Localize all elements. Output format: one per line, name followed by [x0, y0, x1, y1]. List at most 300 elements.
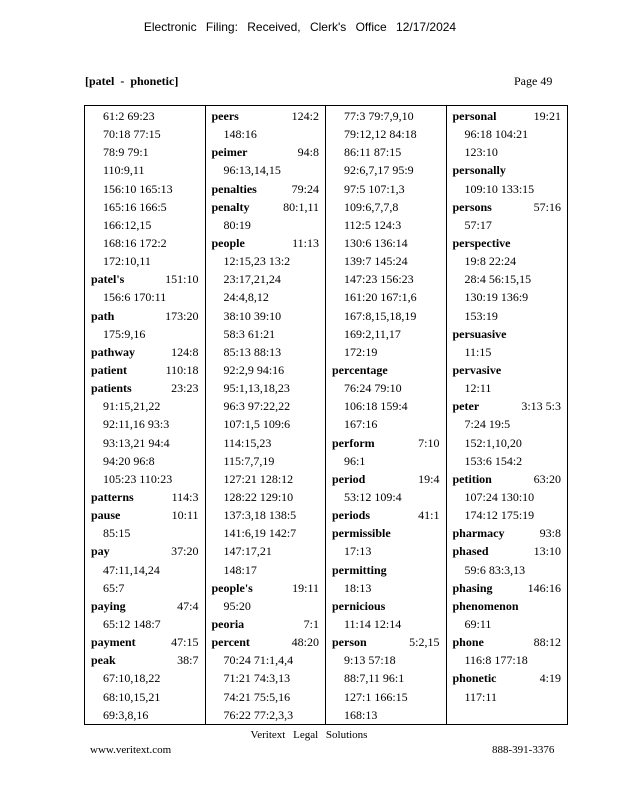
index-continuation	[212, 270, 326, 288]
index-continuation	[332, 579, 446, 597]
index-continuation	[332, 143, 446, 161]
index-reference: 23:23	[171, 381, 199, 396]
index-reference: 114:15,23	[223, 435, 272, 450]
index-continuation	[453, 216, 568, 234]
index-continuation	[91, 524, 205, 542]
index-entry	[332, 361, 446, 379]
index-continuation	[332, 307, 446, 325]
index-reference: 88:12	[533, 635, 561, 650]
index-continuation	[332, 252, 446, 270]
index-reference: 77:3 79:7,9,10	[344, 109, 414, 123]
index-reference: 7:24 19:5	[464, 417, 511, 432]
index-continuation	[212, 415, 326, 433]
index-entry	[453, 161, 568, 179]
index-continuation	[212, 488, 326, 506]
index-entry	[453, 524, 568, 542]
index-reference: 175:9,16	[103, 326, 146, 341]
index-term: peak	[91, 653, 116, 668]
index-entry	[332, 506, 446, 524]
index-term: percentage	[332, 362, 388, 377]
index-reference: 7:10	[418, 435, 440, 450]
index-term: people	[211, 235, 245, 250]
index-continuation	[212, 561, 326, 579]
index-reference: 137:3,18 138:5	[223, 508, 297, 523]
index-reference: 38:7	[177, 653, 199, 668]
index-continuation	[212, 343, 326, 361]
index-reference: 166:12,15	[103, 217, 152, 232]
index-continuation	[453, 415, 568, 433]
index-entry	[91, 506, 205, 524]
index-term: phonetic	[452, 671, 497, 686]
index-term: pause	[91, 508, 121, 523]
index-reference: 67:10,18,22	[103, 671, 161, 686]
index-reference: 69:11	[464, 616, 492, 631]
index-continuation	[453, 452, 568, 470]
index-term: persuasive	[452, 326, 507, 341]
index-reference: 152:1,10,20	[464, 435, 522, 450]
index-reference: 47:15	[171, 635, 199, 650]
index-reference: 106:18 159:4	[344, 399, 408, 414]
index-entry	[453, 669, 568, 687]
index-reference: 94:20 96:8	[103, 453, 155, 468]
index-entry	[332, 470, 446, 488]
index-reference: 124:2	[291, 109, 319, 123]
index-continuation	[332, 488, 446, 506]
index-column-4	[447, 106, 568, 724]
index-continuation	[91, 470, 205, 488]
index-continuation	[332, 161, 446, 179]
index-reference: 19:11	[292, 580, 319, 595]
index-reference: 107:24 130:10	[464, 489, 535, 504]
index-entry	[91, 542, 205, 560]
index-entry	[212, 579, 326, 597]
index-reference: 147:17,21	[223, 544, 272, 559]
index-continuation	[453, 125, 568, 143]
index-reference: 92:2,9 94:16	[223, 362, 285, 377]
index-term: peimer	[211, 145, 248, 160]
index-continuation	[91, 688, 205, 706]
index-continuation	[453, 651, 568, 669]
index-continuation	[332, 107, 446, 125]
index-continuation	[91, 252, 205, 270]
index-reference: 93:8	[539, 526, 561, 541]
index-reference: 13:10	[533, 544, 561, 559]
index-reference: 76:22 77:2,3,3	[223, 707, 294, 722]
index-continuation	[332, 234, 446, 252]
index-continuation	[332, 669, 446, 687]
index-continuation	[91, 125, 205, 143]
index-reference: 112:5 124:3	[344, 217, 402, 232]
index-reference: 57:17	[464, 217, 492, 232]
index-entry	[91, 488, 205, 506]
footer-phone: 888-391-3376	[492, 744, 555, 756]
index-reference: 141:6,19 142:7	[223, 526, 297, 541]
index-reference: 95:1,13,18,23	[223, 381, 290, 396]
index-column-3	[326, 106, 447, 724]
index-continuation	[212, 288, 326, 306]
index-continuation	[91, 397, 205, 415]
index-entry	[332, 434, 446, 452]
index-continuation	[332, 542, 446, 560]
index-entry	[212, 180, 326, 198]
index-column-1	[85, 106, 206, 724]
index-reference: 96:1	[344, 453, 366, 468]
index-reference: 116:8 177:18	[464, 653, 528, 668]
index-continuation	[212, 125, 326, 143]
index-reference: 130:6 136:14	[344, 235, 408, 250]
index-reference: 70:18 77:15	[103, 127, 161, 142]
index-reference: 151:10	[165, 272, 199, 287]
index-reference: 38:10 39:10	[223, 308, 282, 323]
index-continuation	[212, 216, 326, 234]
index-reference: 110:9,11	[103, 163, 145, 178]
index-continuation	[212, 307, 326, 325]
index-continuation	[91, 180, 205, 198]
index-continuation	[91, 288, 205, 306]
index-term: pervasive	[452, 362, 502, 377]
index-continuation	[91, 452, 205, 470]
index-continuation	[212, 669, 326, 687]
index-reference: 161:20 167:1,6	[344, 290, 417, 305]
index-continuation	[332, 198, 446, 216]
index-continuation	[453, 307, 568, 325]
index-continuation	[332, 688, 446, 706]
index-reference: 92:11,16 93:3	[103, 417, 170, 432]
index-entry	[212, 143, 326, 161]
index-reference: 94:8	[297, 145, 319, 160]
index-reference: 65:7	[103, 580, 125, 595]
index-reference: 109:6,7,7,8	[344, 199, 399, 214]
index-reference: 18:13	[344, 580, 372, 595]
index-entry	[453, 470, 568, 488]
index-entry	[91, 270, 205, 288]
index-continuation	[91, 706, 205, 724]
index-reference: 115:7,7,19	[223, 453, 275, 468]
index-reference: 156:6 170:11	[103, 290, 167, 305]
index-reference: 79:12,12 84:18	[344, 127, 417, 142]
index-continuation	[332, 651, 446, 669]
index-term: penalties	[211, 181, 257, 196]
index-continuation	[332, 452, 446, 470]
index-reference: 12:11	[464, 381, 492, 396]
index-continuation	[212, 361, 326, 379]
word-index-table	[84, 105, 568, 725]
index-reference: 80:19	[223, 217, 251, 232]
index-continuation	[332, 325, 446, 343]
index-reference: 17:13	[344, 544, 372, 559]
page-number: Page 49	[514, 74, 553, 88]
index-reference: 128:22 129:10	[223, 489, 294, 504]
index-reference: 19:21	[533, 109, 561, 123]
index-continuation	[453, 561, 568, 579]
index-continuation	[91, 143, 205, 161]
index-reference: 5:2,15	[409, 635, 440, 650]
index-continuation	[212, 397, 326, 415]
index-entry	[91, 379, 205, 397]
index-reference: 117:11	[464, 689, 497, 704]
index-continuation	[453, 688, 568, 706]
index-continuation	[332, 288, 446, 306]
index-term: pathway	[91, 344, 136, 359]
index-term: people's	[211, 580, 253, 595]
index-entry	[332, 633, 446, 651]
index-reference: 173:20	[165, 308, 199, 323]
index-range-header: [patel - phonetic]	[85, 74, 179, 88]
index-continuation	[332, 615, 446, 633]
index-reference: 41:1	[418, 508, 440, 523]
index-continuation	[332, 180, 446, 198]
index-reference: 48:20	[291, 635, 319, 650]
index-continuation	[212, 542, 326, 560]
index-reference: 156:10 165:13	[103, 181, 173, 196]
index-reference: 109:10 133:15	[464, 181, 535, 196]
index-continuation	[453, 270, 568, 288]
index-reference: 79:24	[291, 181, 319, 196]
index-term: periods	[332, 508, 371, 523]
index-term: phone	[452, 635, 484, 650]
index-continuation	[212, 688, 326, 706]
index-reference: 123:10	[464, 145, 498, 160]
index-entry	[453, 542, 568, 560]
index-reference: 23:17,21,24	[223, 272, 281, 287]
index-entry	[453, 597, 568, 615]
index-continuation	[212, 506, 326, 524]
index-continuation	[91, 107, 205, 125]
index-continuation	[332, 216, 446, 234]
index-reference: 130:19 136:9	[464, 290, 529, 305]
index-continuation	[453, 434, 568, 452]
index-reference: 37:20	[171, 544, 199, 559]
index-continuation	[91, 161, 205, 179]
index-term: perform	[332, 435, 375, 450]
index-entry	[91, 307, 205, 325]
index-continuation	[332, 125, 446, 143]
index-continuation	[91, 415, 205, 433]
index-continuation	[91, 615, 205, 633]
index-term: pharmacy	[452, 526, 505, 541]
index-continuation	[212, 379, 326, 397]
index-reference: 70:24 71:1,4,4	[223, 653, 294, 668]
index-reference: 59:6 83:3,13	[464, 562, 526, 577]
index-reference: 69:3,8,16	[103, 707, 149, 722]
index-reference: 78:9 79:1	[103, 145, 149, 160]
index-continuation	[332, 397, 446, 415]
index-entry	[453, 361, 568, 379]
index-continuation	[332, 270, 446, 288]
index-reference: 86:11 87:15	[344, 145, 402, 160]
index-continuation	[212, 325, 326, 343]
index-term: payment	[91, 635, 136, 650]
index-continuation	[212, 452, 326, 470]
index-continuation	[91, 669, 205, 687]
index-continuation	[453, 488, 568, 506]
index-reference: 47:4	[177, 598, 199, 613]
index-reference: 97:5 107:1,3	[344, 181, 405, 196]
index-reference: 9:13 57:18	[344, 653, 396, 668]
index-reference: 96:18 104:21	[464, 127, 529, 142]
index-term: perspective	[452, 235, 511, 250]
index-reference: 92:6,7,17 95:9	[344, 163, 414, 178]
index-term: percent	[211, 635, 250, 650]
index-term: path	[91, 308, 115, 323]
index-term: patel's	[91, 272, 125, 287]
index-entry	[453, 234, 568, 252]
index-term: peers	[211, 109, 239, 123]
index-reference: 95:20	[223, 598, 251, 613]
index-continuation	[453, 180, 568, 198]
index-term: peoria	[211, 616, 245, 631]
index-term: persons	[452, 199, 492, 214]
index-continuation	[91, 216, 205, 234]
index-term: penalty	[211, 199, 250, 214]
index-reference: 85:13 88:13	[223, 344, 282, 359]
index-term: permitting	[332, 562, 387, 577]
index-entry	[453, 107, 568, 125]
index-term: permissible	[332, 526, 391, 541]
index-entry	[332, 524, 446, 542]
index-reference: 147:23 156:23	[344, 272, 414, 287]
index-term: patient	[91, 362, 127, 377]
index-entry	[91, 343, 205, 361]
index-reference: 57:16	[533, 199, 561, 214]
index-continuation	[332, 379, 446, 397]
index-reference: 148:16	[223, 127, 257, 142]
index-reference: 168:13	[344, 707, 378, 722]
index-reference: 174:12 175:19	[464, 508, 535, 523]
index-reference: 19:8 22:24	[464, 254, 517, 269]
index-reference: 110:18	[165, 362, 199, 377]
index-continuation	[212, 597, 326, 615]
index-reference: 4:19	[539, 671, 561, 686]
index-entry	[91, 633, 205, 651]
index-entry	[212, 198, 326, 216]
index-reference: 76:24 79:10	[344, 381, 402, 396]
index-column-2	[206, 106, 327, 724]
index-reference: 172:10,11	[103, 254, 151, 269]
index-reference: 105:23 110:23	[103, 471, 173, 486]
index-continuation	[453, 506, 568, 524]
footer-company: Veritext Legal Solutions	[250, 729, 368, 741]
footer-website: www.veritext.com	[90, 744, 172, 756]
index-reference: 68:10,15,21	[103, 689, 161, 704]
index-continuation	[91, 325, 205, 343]
index-continuation	[212, 651, 326, 669]
index-reference: 88:7,11 96:1	[344, 671, 405, 686]
index-reference: 127:21 128:12	[223, 471, 294, 486]
index-reference: 80:1,11	[283, 199, 319, 214]
index-reference: 71:21 74:3,13	[223, 671, 291, 686]
index-continuation	[212, 252, 326, 270]
index-reference: 58:3 61:21	[223, 326, 276, 341]
index-continuation	[453, 143, 568, 161]
index-entry	[212, 234, 326, 252]
index-continuation	[332, 343, 446, 361]
index-reference: 28:4 56:15,15	[464, 272, 532, 287]
index-continuation	[453, 252, 568, 270]
index-term: pernicious	[332, 598, 386, 613]
index-entry	[91, 597, 205, 615]
index-reference: 167:16	[344, 417, 378, 432]
index-continuation	[91, 198, 205, 216]
index-reference: 167:8,15,18,19	[344, 308, 417, 323]
index-reference: 153:19	[464, 308, 498, 323]
index-term: phased	[452, 544, 489, 559]
index-reference: 24:4,8,12	[223, 290, 269, 305]
index-entry	[453, 198, 568, 216]
index-reference: 11:14 12:14	[344, 616, 402, 631]
index-continuation	[91, 434, 205, 452]
index-entry	[453, 325, 568, 343]
index-continuation	[453, 288, 568, 306]
index-entry	[212, 633, 326, 651]
index-entry	[332, 597, 446, 615]
index-continuation	[91, 561, 205, 579]
index-reference: 91:15,21,22	[103, 399, 161, 414]
index-reference: 10:11	[171, 508, 199, 523]
index-continuation	[212, 434, 326, 452]
index-reference: 19:4	[418, 471, 440, 486]
index-entry	[332, 561, 446, 579]
filing-stamp: Electronic Filing: Received, Clerk's Office 12/17/2024	[143, 20, 457, 34]
index-term: phenomenon	[452, 598, 519, 613]
index-reference: 63:20	[533, 471, 561, 486]
index-term: patterns	[91, 489, 134, 504]
index-continuation	[332, 415, 446, 433]
index-term: petition	[452, 471, 492, 486]
index-reference: 146:16	[527, 580, 561, 595]
index-term: personally	[452, 163, 506, 178]
index-entry	[212, 615, 326, 633]
index-continuation	[453, 615, 568, 633]
index-reference: 65:12 148:7	[103, 616, 161, 631]
index-continuation	[91, 579, 205, 597]
index-reference: 114:3	[171, 489, 199, 504]
index-reference: 93:13,21 94:4	[103, 435, 170, 450]
index-reference: 96:3 97:22,22	[223, 399, 291, 414]
index-reference: 139:7 145:24	[344, 254, 408, 269]
index-term: patients	[91, 381, 132, 396]
index-reference: 3:13 5:3	[521, 399, 561, 414]
index-entry	[212, 107, 326, 125]
index-reference: 11:15	[464, 344, 492, 359]
index-reference: 74:21 75:5,16	[223, 689, 291, 704]
index-continuation	[212, 470, 326, 488]
index-term: paying	[91, 598, 126, 613]
index-continuation	[332, 706, 446, 724]
index-term: peter	[452, 399, 480, 414]
index-reference: 7:1	[303, 616, 319, 631]
index-continuation	[453, 343, 568, 361]
index-reference: 148:17	[223, 562, 257, 577]
index-reference: 172:19	[344, 344, 378, 359]
index-entry	[453, 397, 568, 415]
index-term: personal	[452, 109, 497, 123]
index-reference: 107:1,5 109:6	[223, 417, 291, 432]
index-entry	[453, 579, 568, 597]
index-term: phasing	[452, 580, 493, 595]
index-reference: 12:15,23 13:2	[223, 254, 291, 269]
index-continuation	[212, 706, 326, 724]
index-reference: 11:13	[292, 235, 319, 250]
index-continuation	[453, 379, 568, 397]
index-continuation	[212, 524, 326, 542]
index-term: person	[332, 635, 367, 650]
index-entry	[453, 633, 568, 651]
index-reference: 153:6 154:2	[464, 453, 523, 468]
index-reference: 168:16 172:2	[103, 235, 167, 250]
index-term: period	[332, 471, 366, 486]
index-reference: 124:8	[171, 344, 199, 359]
